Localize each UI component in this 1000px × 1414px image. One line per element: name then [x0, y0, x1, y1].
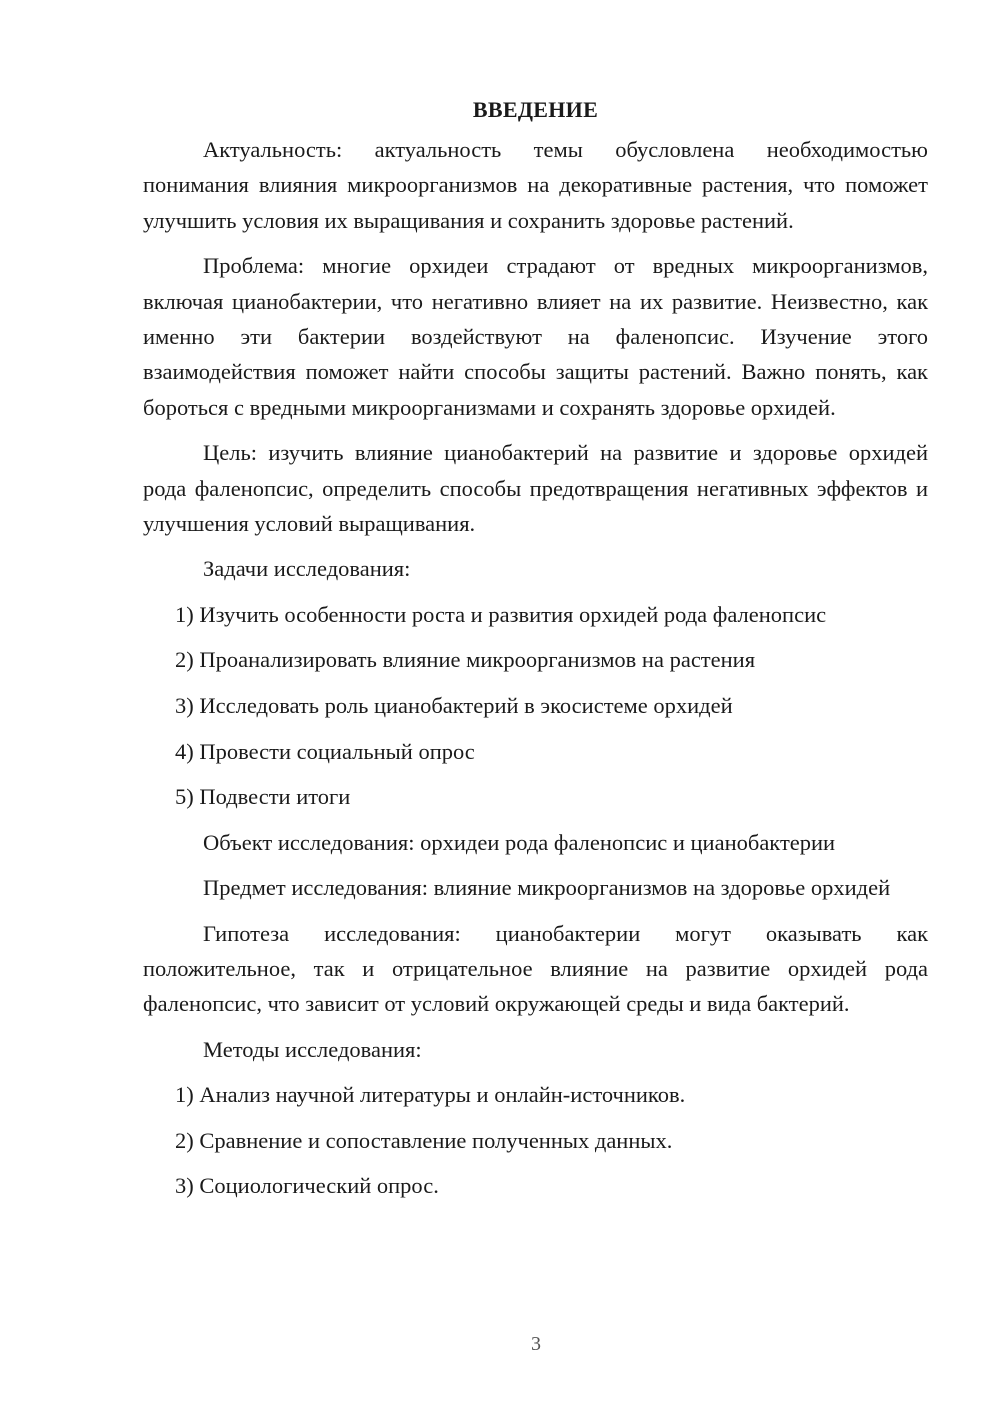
list-item: 1) Анализ научной литературы и онлайн-источников.	[175, 1082, 686, 1108]
tasks-heading: Задачи исследования:	[203, 556, 411, 582]
list-item: 2) Проанализировать влияние микроорганизмов на растения	[175, 647, 756, 673]
list-item: 3) Социологический опрос.	[175, 1173, 439, 1199]
list-item: 3) Исследовать роль цианобактерий в экосистеме орхидей	[175, 693, 733, 719]
list-item: 1) Изучить особенности роста и развития орхидей рода фаленопсис	[175, 601, 827, 627]
goal-paragraph: Цель: изучить влияние цианобактерий на развитие и здоровье орхидей рода фаленопсис, определить способы предотвращения негативных эффектов и улучшения условий выращивания.	[143, 440, 928, 537]
list-item: 2) Сравнение и сопоставление полученных данных.	[175, 1127, 673, 1153]
subject-paragraph: Предмет исследования: влияние микроорганизмов на здоровье орхидей	[203, 875, 891, 901]
object-paragraph: Объект исследования: орхидеи рода фаленопсис и цианобактерии	[203, 829, 836, 855]
tasks-list	[143, 597, 928, 815]
document-page	[143, 92, 928, 1214]
methods-heading: Методы исследования:	[203, 1036, 422, 1062]
page-number: 3	[531, 1333, 541, 1355]
methods-list	[143, 1077, 928, 1204]
problem-paragraph: Проблема: многие орхидеи страдают от вредных микроорганизмов, включая цианобактерии, что негативно влияет на их развитие. Неизвестно, как именно эти бактерии воздействуют на фаленопсис. Изучение этого взаимодействия поможет найти способы защиты растений. Важно понять, как бороться с вредными микроорганизмами и сохранять здоровье орхидей.	[143, 253, 928, 420]
list-item: 4) Провести социальный опрос	[175, 738, 475, 764]
section-title: ВВЕДЕНИЕ	[472, 97, 599, 122]
list-item: 5) Подвести итоги	[175, 784, 351, 810]
relevance-paragraph: Актуальность: актуальность темы обусловлена необходимостью понимания влияния микроорганизмов на декоративные растения, что поможет улучшить условия их выращивания и сохранить здоровье растений.	[143, 137, 928, 233]
hypothesis-paragraph: Гипотеза исследования: цианобактерии могут оказывать как положительное, так и отрицательное влияние на развитие орхидей рода фаленопсис, что зависит от условий окружающей среды и вида бактерий.	[143, 920, 928, 1017]
